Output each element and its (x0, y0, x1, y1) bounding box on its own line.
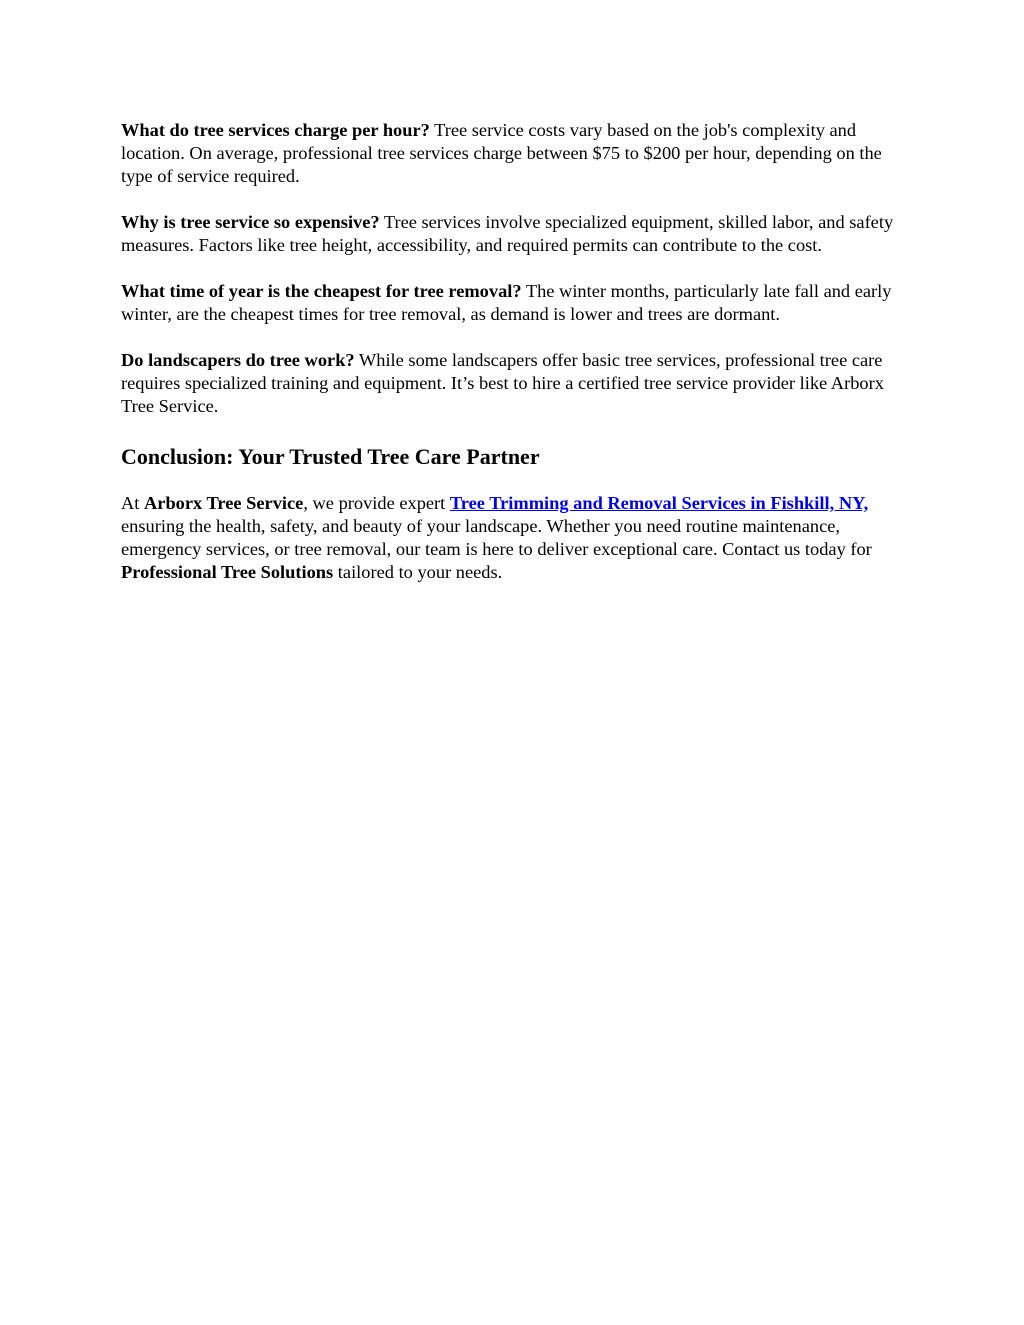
conclusion-text: ensuring the health, safety, and beauty of your landscape. Whether you need routine maintenance, emergency services, or tree removal, our team is here to deliver exceptional care. Contact us today for (121, 516, 872, 559)
faq-question: What time of year is the cheapest for tree removal? (121, 281, 522, 301)
conclusion-text: tailored to your needs. (333, 562, 503, 582)
faq-item-expensive (121, 211, 911, 257)
tree-services-link[interactable]: Tree Trimming and Removal Services in Fishkill, NY, (449, 493, 869, 513)
conclusion-text: , we provide expert (303, 493, 450, 513)
faq-question: Do landscapers do tree work? (121, 350, 355, 370)
document-page (121, 119, 911, 584)
cta-bold-text: Professional Tree Solutions (121, 562, 334, 582)
faq-question: Why is tree service so expensive? (121, 212, 380, 232)
faq-answer: The winter months, particularly late fall and early winter, are the cheapest times for tree removal, as demand is lower and trees are dormant. (121, 281, 892, 324)
faq-answer: While some landscapers offer basic tree services, professional tree care requires specialized training and equipment. It’s best to hire a certified tree service provider like Arborx Tree Service. (121, 350, 884, 416)
faq-question: What do tree services charge per hour? (121, 120, 430, 140)
faq-answer: Tree service costs vary based on the job's complexity and location. On average, professional tree services charge between $75 to $200 per hour, depending on the type of service required. (121, 120, 882, 186)
company-name: Arborx Tree Service (144, 493, 304, 513)
faq-item-landscapers (121, 349, 911, 418)
conclusion-text: At (121, 493, 144, 513)
faq-item-hourly-charge (121, 119, 911, 188)
conclusion-paragraph (121, 492, 911, 584)
faq-item-cheapest-time (121, 280, 911, 326)
faq-answer: Tree services involve specialized equipment, skilled labor, and safety measures. Factors like tree height, accessibility, and required permits can contribute to the cost. (121, 212, 894, 255)
conclusion-heading: Conclusion: Your Trusted Tree Care Partner (121, 444, 540, 469)
